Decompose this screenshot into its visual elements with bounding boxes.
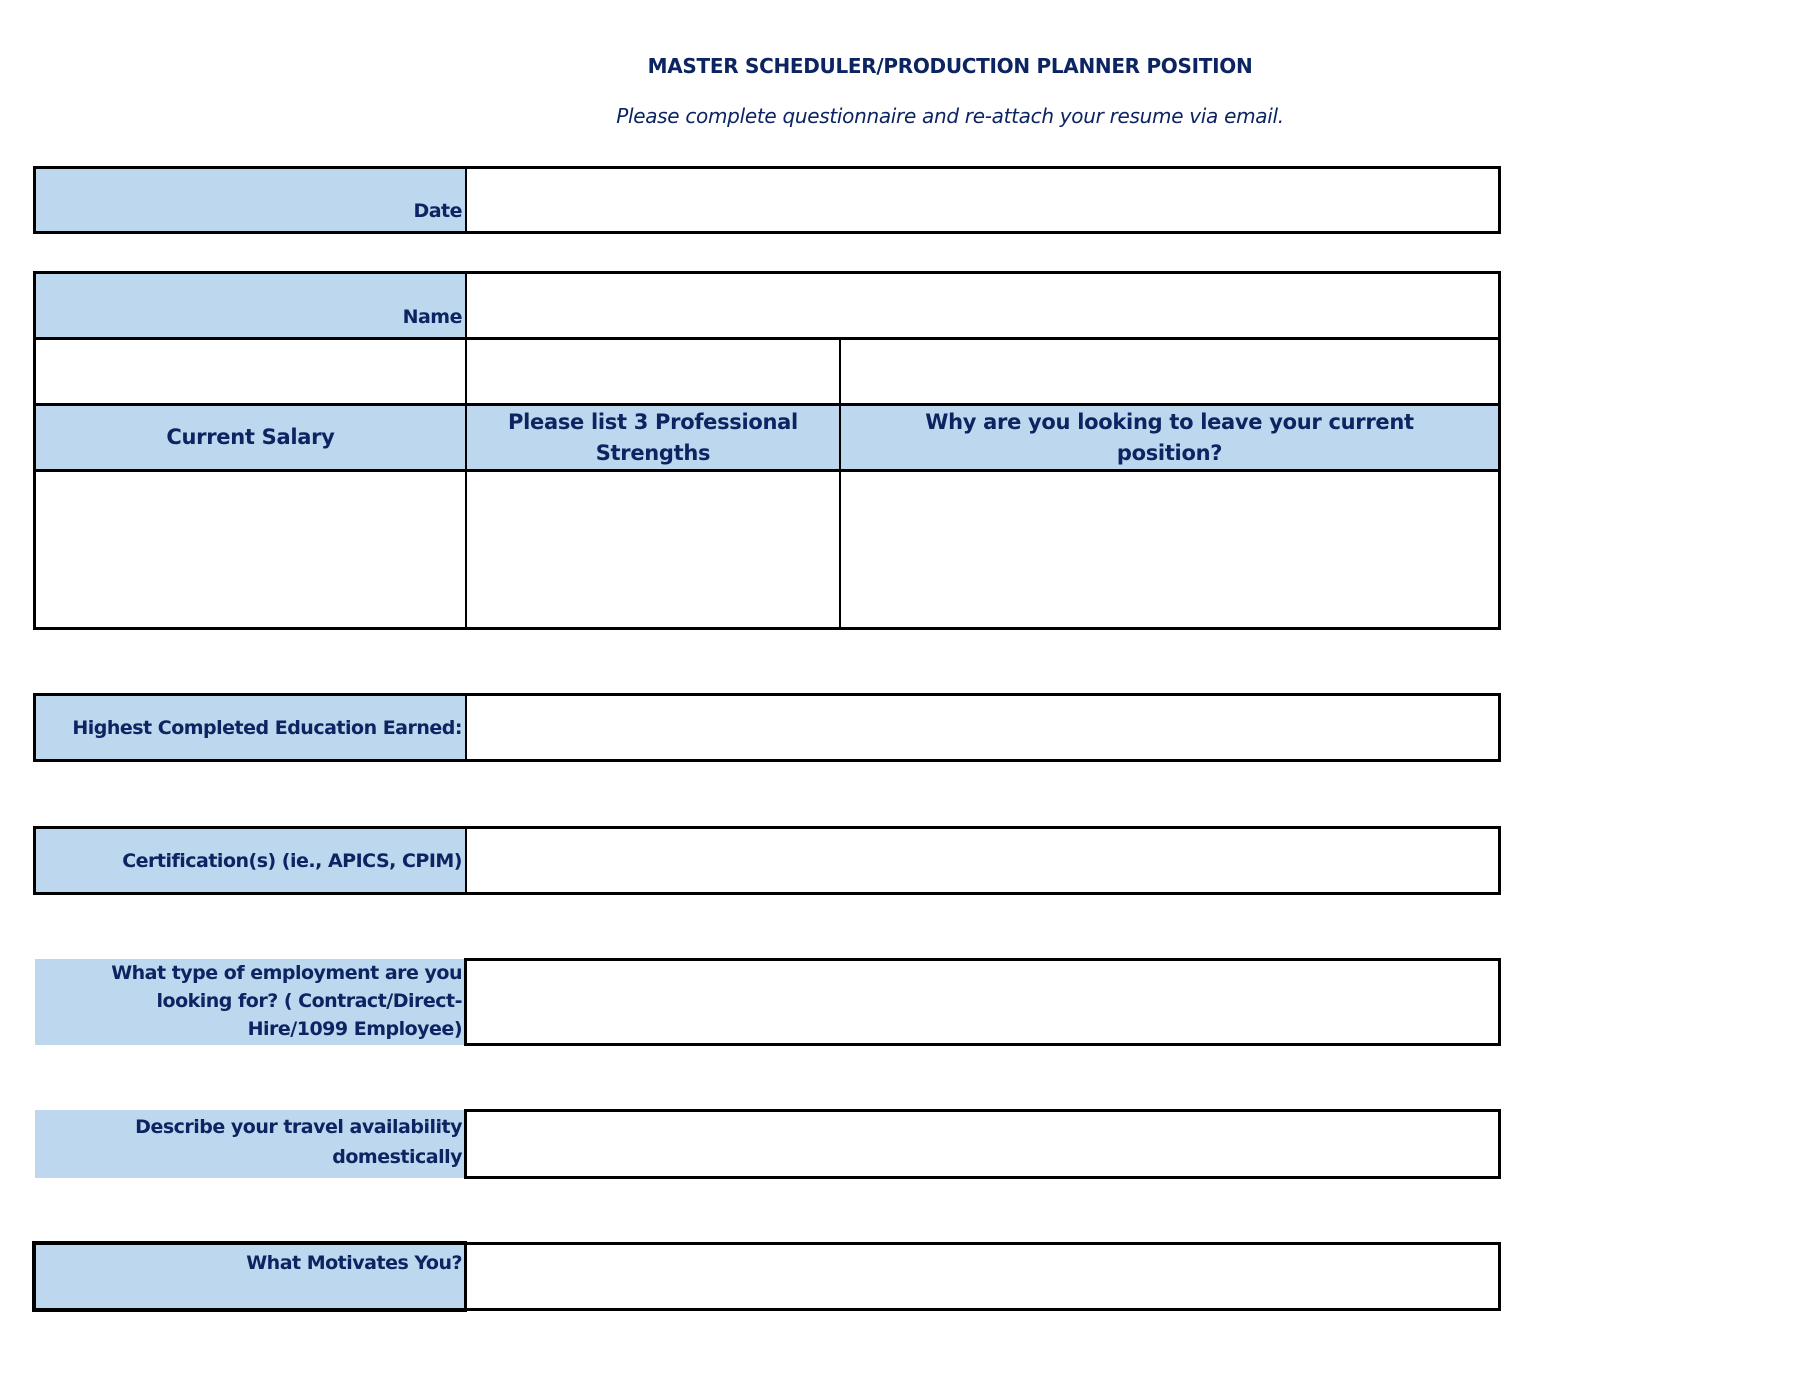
- strengths-header-text: Please list 3 Professional Strengths: [508, 409, 798, 465]
- page-title: MASTER SCHEDULER/PRODUCTION PLANNER POSITION: [647, 54, 1253, 78]
- date-label-text: Date: [413, 200, 462, 222]
- employment-label: [35, 959, 465, 1045]
- certification-label-text: Certification(s) (ie., APICS, CPIM): [122, 849, 462, 872]
- name-label-text: Name: [402, 306, 462, 328]
- salary-header: [36, 406, 465, 469]
- strengths-header: [467, 406, 839, 469]
- employment-label-text: What type of employment are you looking for? ( Contract/Direct-Hire/1099 Employee): [111, 962, 462, 1040]
- certification-label: [36, 829, 465, 892]
- leave-reason-header-text: Why are you looking to leave your current position?: [925, 409, 1414, 465]
- salary-header-text: Current Salary: [166, 425, 335, 449]
- motivation-input[interactable]: [464, 1242, 1501, 1311]
- certification-input[interactable]: [467, 829, 1498, 892]
- date-label: [36, 169, 465, 231]
- leave-reason-header: [841, 406, 1498, 469]
- education-label-text: Highest Completed Education Earned:: [72, 716, 462, 739]
- travel-label: [35, 1110, 465, 1178]
- motivation-label: [36, 1245, 465, 1308]
- blank-cell-3[interactable]: [841, 340, 1498, 403]
- salary-input[interactable]: [36, 472, 465, 627]
- employment-input[interactable]: [464, 958, 1501, 1046]
- date-input[interactable]: [467, 169, 1498, 231]
- travel-input[interactable]: [464, 1109, 1501, 1179]
- page-subtitle: Please complete questionnaire and re-attach your resume via email.: [616, 104, 1284, 128]
- name-input[interactable]: [467, 274, 1498, 337]
- education-input[interactable]: [467, 696, 1498, 759]
- strengths-input[interactable]: [467, 472, 839, 627]
- blank-cell-1[interactable]: [36, 340, 465, 403]
- travel-label-text: Describe your travel availability domestically: [135, 1116, 462, 1168]
- education-label: [36, 696, 465, 759]
- motivation-label-text: What Motivates You?: [246, 1252, 462, 1274]
- name-label: [36, 274, 465, 337]
- blank-cell-2[interactable]: [467, 340, 839, 403]
- leave-reason-input[interactable]: [841, 472, 1498, 627]
